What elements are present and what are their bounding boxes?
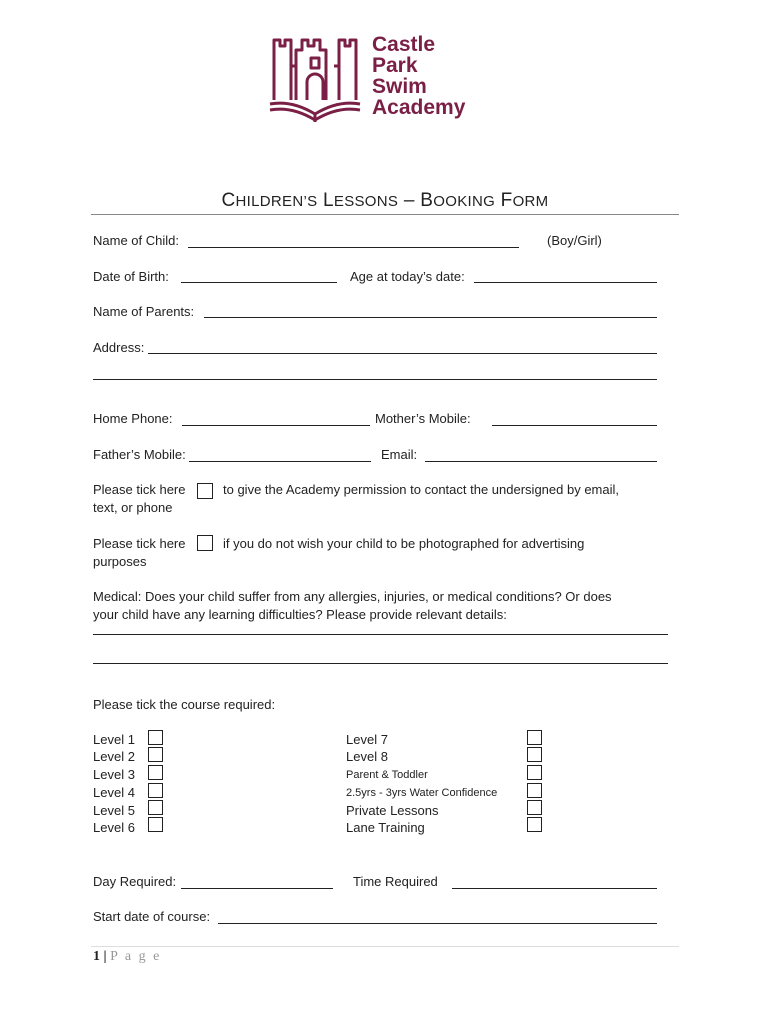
- photo-consent-text-2: purposes: [93, 554, 147, 569]
- contact-consent-text-2: text, or phone: [93, 500, 173, 515]
- course-label: Level 4: [93, 785, 135, 800]
- email-field[interactable]: [425, 461, 657, 462]
- boy-girl-label: (Boy/Girl): [547, 233, 602, 248]
- logo-line: Swim: [372, 75, 427, 98]
- course-checkbox-private-lessons[interactable]: [527, 800, 542, 815]
- course-checkbox-parent-toddler[interactable]: [527, 765, 542, 780]
- course-checkbox-level-2[interactable]: [148, 747, 163, 762]
- logo-text: [372, 34, 465, 118]
- page-label: P a g e: [110, 949, 162, 964]
- course-label: Lane Training: [346, 820, 425, 835]
- course-checkbox-level-4[interactable]: [148, 783, 163, 798]
- course-checkbox-water-confidence[interactable]: [527, 783, 542, 798]
- day-required-field[interactable]: [181, 888, 333, 889]
- course-checkbox-level-3[interactable]: [148, 765, 163, 780]
- course-checkbox-lane-training[interactable]: [527, 817, 542, 832]
- father-mobile-label: Father’s Mobile:: [93, 447, 186, 462]
- castle-book-icon: [266, 28, 364, 124]
- mother-mobile-field[interactable]: [492, 425, 657, 426]
- start-date-field[interactable]: [218, 923, 657, 924]
- course-label: Level 3: [93, 767, 135, 782]
- home-phone-label: Home Phone:: [93, 411, 173, 426]
- contact-consent-prefix: Please tick here: [93, 482, 186, 497]
- contact-consent-checkbox[interactable]: [197, 483, 213, 499]
- father-mobile-field[interactable]: [189, 461, 371, 462]
- parents-field[interactable]: [204, 317, 657, 318]
- course-label: Level 5: [93, 803, 135, 818]
- course-label: Level 8: [346, 749, 388, 764]
- course-label: Private Lessons: [346, 803, 439, 818]
- medical-question-1: Medical: Does your child suffer from any allergies, injuries, or medical conditions? Or does: [93, 589, 612, 604]
- medical-field-1[interactable]: [93, 634, 668, 635]
- dob-label: Date of Birth:: [93, 269, 169, 284]
- course-label: 2.5yrs - 3yrs Water Confidence: [346, 787, 498, 799]
- course-prompt: Please tick the course required:: [93, 697, 276, 712]
- course-checkbox-level-5[interactable]: [148, 800, 163, 815]
- title-divider: [91, 214, 679, 215]
- course-label: Level 6: [93, 820, 135, 835]
- course-checkbox-level-6[interactable]: [148, 817, 163, 832]
- mother-mobile-label: Mother’s Mobile:: [375, 411, 471, 426]
- contact-consent-text: to give the Academy permission to contact the undersigned by email,: [223, 482, 619, 497]
- medical-field-2[interactable]: [93, 663, 668, 664]
- logo-line: Park: [372, 54, 418, 77]
- course-label: Level 7: [346, 732, 388, 747]
- address-label: Address:: [93, 340, 145, 355]
- child-name-field[interactable]: [188, 247, 519, 248]
- time-required-field[interactable]: [452, 888, 657, 889]
- page-separator: |: [103, 949, 107, 964]
- time-required-label: Time Required: [353, 874, 438, 889]
- form-title: CHILDREN’S LESSONS – BOOKING FORM: [221, 190, 549, 211]
- day-required-label: Day Required:: [93, 874, 177, 889]
- course-checkbox-level-8[interactable]: [527, 747, 542, 762]
- page-number: 1: [93, 949, 100, 964]
- course-checkbox-level-7[interactable]: [527, 730, 542, 745]
- parents-label: Name of Parents:: [93, 304, 195, 319]
- medical-question-2: your child have any learning difficulties? Please provide relevant details:: [93, 607, 507, 622]
- home-phone-field[interactable]: [182, 425, 370, 426]
- address-field-1[interactable]: [148, 353, 657, 354]
- dob-field[interactable]: [181, 282, 337, 283]
- email-label: Email:: [381, 447, 418, 462]
- photo-consent-prefix: Please tick here: [93, 536, 186, 551]
- course-label: Parent & Toddler: [346, 769, 428, 781]
- age-field[interactable]: [474, 282, 657, 283]
- logo-line: Academy: [372, 96, 466, 119]
- course-label: Level 2: [93, 749, 135, 764]
- photo-consent-checkbox[interactable]: [197, 535, 213, 551]
- address-field-2[interactable]: [93, 379, 657, 380]
- photo-consent-text: if you do not wish your child to be photographed for advertising: [223, 536, 585, 551]
- course-label: Level 1: [93, 732, 135, 747]
- age-label: Age at today’s date:: [350, 269, 465, 284]
- footer-divider: [91, 946, 679, 947]
- logo-line: Castle: [372, 33, 436, 56]
- start-date-label: Start date of course:: [93, 909, 211, 924]
- course-checkbox-level-1[interactable]: [148, 730, 163, 745]
- child-name-label: Name of Child:: [93, 233, 179, 248]
- page-footer: [93, 949, 161, 965]
